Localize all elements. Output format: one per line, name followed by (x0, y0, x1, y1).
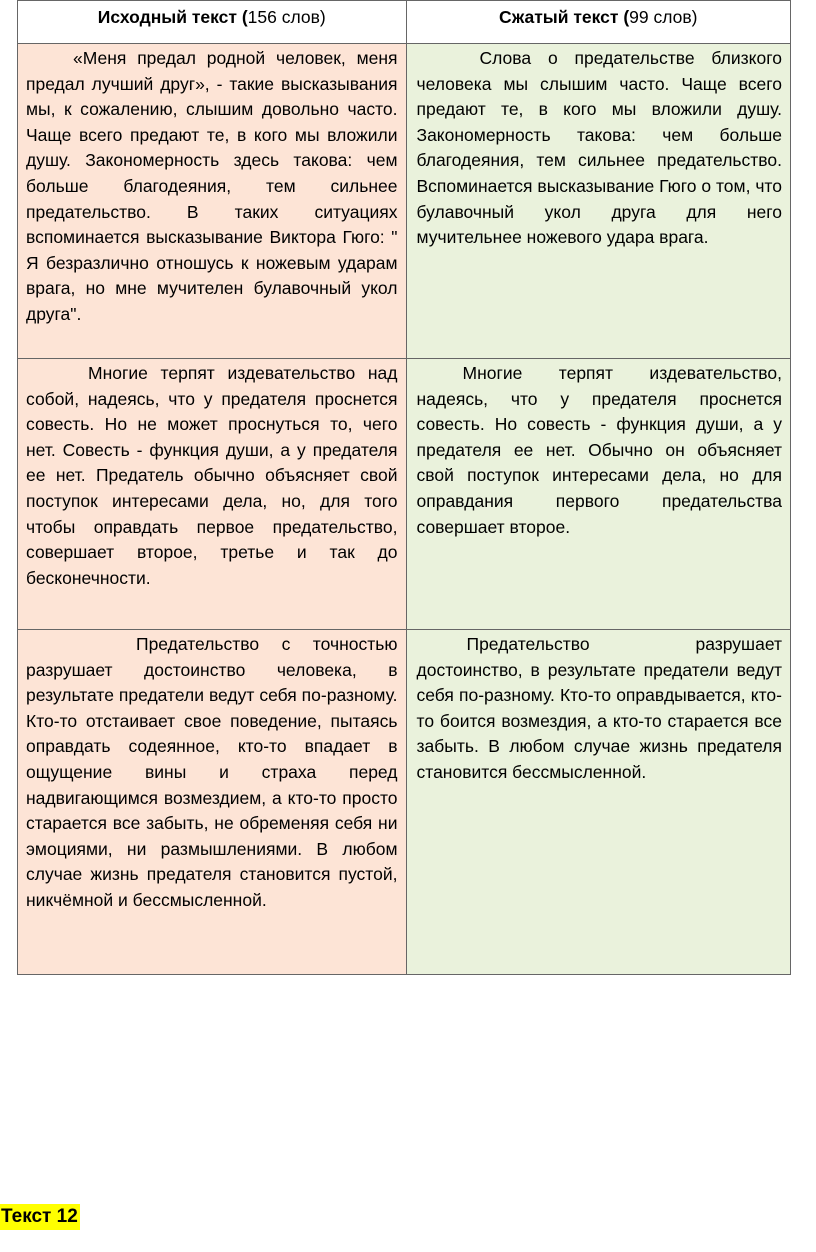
compressed-cell (406, 630, 791, 975)
table-header-row (18, 1, 791, 44)
compressed-header-title: Сжатый текст ( (498, 7, 630, 27)
table-row (18, 359, 791, 630)
table-row (18, 630, 791, 975)
original-cell (18, 630, 407, 975)
comparison-table (17, 0, 791, 975)
compressed-word-count: 99 слов) (629, 7, 698, 27)
compressed-paragraph: Многие терпят издевательство, надеясь, что у предателя проснется совесть. Но совесть - функция души, а у предателя ее нет. Обычно он объясняет свой поступок интересами дела, но для оправдания первого предательства совершает второе. (416, 363, 782, 537)
original-cell (18, 359, 407, 630)
original-text-header (18, 1, 407, 44)
original-header-title: Исходный текст ( (97, 7, 248, 27)
compressed-text-header (406, 1, 791, 44)
text-number-label: Текст 12 (0, 1204, 80, 1230)
compressed-paragraph: Предательство разрушает достоинство, в результате предатели ведут себя по-разному. Кто-то оправдывается, кто-то боится возмездия, а кто-то старается все забыть. В любом случае жизнь предателя становится бессмысленной. (416, 634, 782, 782)
compressed-cell (406, 359, 791, 630)
compressed-paragraph: Слова о предательстве близкого человека мы слышим часто. Чаще всего предают те, в кого мы вложили душу. Закономерность такова: чем больше благодеяния, тем сильнее предательство. Вспоминается высказывание Гюго о том, что булавочный укол друга для него мучительнее ножевого удара врага. (416, 48, 782, 248)
original-paragraph: «Меня предал родной человек, меня предал лучший друг», - такие высказывания мы, к сожалению, слышим довольно часто. Чаще всего предают те, в кого мы вложили душу. Закономерность здесь такова: чем больше благодеяния, тем сильнее предательство. В таких ситуациях вспоминается высказывание Виктора Гюго: " Я безразлично отношусь к ножевым ударам врага, но мне мучителен булавочный укол друга". (26, 48, 398, 324)
original-paragraph: Предательство с точностью разрушает достоинство человека, в результате предатели ведут себя по-разному. Кто-то отстаивает свое поведение, пытаясь оправдать содеянное, кто-то впадает в ощущение вины и страха перед надвигающимся возмездием, а кто-то просто старается все забыть, не обременяя себя ни эмоциями, ни размышлениями. В любом случае жизнь предателя становится пустой, никчёмной и бессмысленной. (26, 634, 398, 910)
original-word-count: 156 слов) (247, 7, 326, 27)
original-paragraph: Многие терпят издевательство над собой, надеясь, что у предателя проснется совесть. Но не может проснуться то, чего нет. Совесть - функция души, а у предателя ее нет. Предатель обычно объясняет свой поступок интересами дела, но, для того чтобы оправдать первое предательство, совершает второе, третье и так до бесконечности. (26, 363, 398, 588)
compressed-cell (406, 44, 791, 359)
table-row (18, 44, 791, 359)
original-cell (18, 44, 407, 359)
